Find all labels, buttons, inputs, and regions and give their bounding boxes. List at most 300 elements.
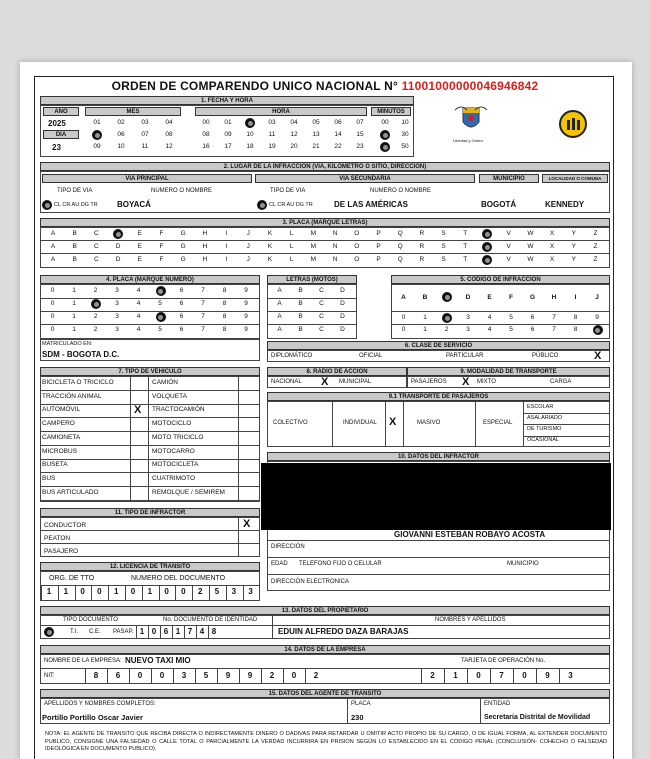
vehicle-type-right: MOTOCICLETA: [152, 461, 199, 469]
tipo-via-2-label: TIPO DE VIA: [270, 188, 306, 194]
plate-number-cell: 6: [179, 326, 184, 333]
plate-number-mark-icon: [156, 286, 166, 296]
s91-header: 9.1 TRANSPORTE DE PASAJEROS: [267, 392, 610, 401]
plate-number-cell: 9: [244, 313, 248, 320]
owner-doc-digit: 6: [163, 627, 169, 636]
cc-mark-icon: [44, 627, 54, 637]
plate-number-cell: 6: [179, 287, 184, 294]
plate-letter-cell: C: [94, 243, 99, 250]
plate-letter-cell: Y: [571, 230, 576, 237]
minute-mark-icon: [380, 130, 390, 140]
asalariado-option: ASALARIADO: [527, 415, 563, 421]
plate-letter-cell: S: [441, 230, 446, 237]
nit-digit: 0: [137, 671, 143, 680]
year-value: 2025: [48, 119, 66, 128]
plate-letter-cell: W: [527, 243, 534, 250]
plate-number-cell: 0: [50, 287, 55, 294]
moto-letter-cell: B: [298, 287, 303, 294]
plate-number-cell: 3: [115, 326, 119, 333]
numero-documento-label: NUMERO DEL DOCUMENTO: [131, 575, 226, 582]
hora-label: HORA: [195, 107, 367, 116]
minutos-label: MINUTOS: [371, 107, 411, 116]
localidad-label: LOCALIDAD O COMUNA: [542, 174, 608, 183]
plate-number-cell: 9: [244, 300, 248, 307]
plate-number-cell: 3: [115, 287, 119, 294]
municipio-label: MUNICIPIO: [479, 174, 539, 183]
code-letter-cell: G: [529, 294, 536, 301]
plate-number-cell: 8: [222, 287, 227, 294]
plate-letter-cell: B: [72, 256, 77, 263]
plate-letter-cell: O: [354, 256, 360, 263]
license-digit: 0: [97, 587, 102, 596]
plate-letter-cell: Q: [397, 230, 403, 237]
code-number-cell: 0: [401, 326, 406, 333]
redacted-block: [261, 463, 611, 530]
individual-option: INDIVIDUAL: [343, 420, 377, 426]
plate-letter-cell: B: [72, 230, 77, 237]
plate-letter-cell: Y: [571, 243, 576, 250]
plate-letter-cell: Z: [593, 243, 598, 250]
hour-cell: 07: [356, 119, 364, 126]
tarjeta-digit: 9: [545, 671, 550, 680]
code-number-cell: 0: [401, 314, 406, 321]
ti-option: T.I.: [70, 629, 79, 635]
plate-letter-cell: R: [419, 230, 425, 237]
moto-letter-cell: B: [298, 300, 303, 307]
hour-cell: 00: [202, 119, 210, 126]
code-number-cell: 1: [423, 314, 427, 321]
hour-cell: 10: [246, 131, 254, 138]
hour-cell: 16: [202, 143, 210, 150]
plate-letter-cell: I: [225, 243, 228, 250]
nit-digit: 0: [291, 671, 297, 680]
moto-letter-cell: C: [319, 287, 324, 294]
moto-letter-cell: A: [277, 313, 282, 320]
plate-number-cell: 7: [201, 287, 205, 294]
plate-number-cell: 6: [179, 313, 184, 320]
vehicle-type-left: CAMIONETA: [42, 433, 81, 441]
entidad-value: Secretaria Distrital de Movilidad: [484, 714, 591, 721]
plate-letter-cell: C: [94, 256, 99, 263]
mes-label: MES: [85, 107, 181, 116]
empresa-label: NOMBRE DE LA EMPRESA:: [44, 658, 122, 664]
municipal-option: MUNICIPAL: [339, 379, 372, 385]
moto-letter-cell: B: [298, 313, 303, 320]
plate-letter-cell: L: [289, 243, 294, 250]
hour-mark-icon: [245, 118, 255, 128]
code-number-cell: 8: [573, 326, 578, 333]
vehicle-type-right: CUATRIMOTO: [152, 474, 196, 482]
month-cell: 12: [165, 143, 173, 150]
plate-letter-cell: N: [332, 256, 338, 263]
plate-letter-cell: A: [50, 230, 56, 237]
conductor-option: CONDUCTOR: [44, 522, 87, 529]
via-principal-label: VIA PRINCIPAL: [42, 174, 252, 183]
s4-header: 4. PLACA (MARQUE NUMERO): [40, 275, 260, 284]
municipio-value: BOGOTÁ: [481, 200, 517, 209]
placa-label: PLACA: [351, 701, 371, 707]
minute-cell: 50: [401, 143, 409, 150]
hour-cell: 14: [334, 131, 342, 138]
plate-letter-cell: A: [50, 256, 56, 263]
moto-letter-cell: A: [277, 326, 282, 333]
s12-header: 12. LICENCIA DE TRANSITO: [40, 562, 260, 571]
individual-mark: X: [389, 416, 397, 428]
plate-letter-cell: V: [506, 243, 511, 250]
plate-letter-cell: N: [332, 230, 338, 237]
license-digit: 5: [214, 587, 220, 596]
hour-cell: 03: [268, 119, 276, 126]
s6-header: 6. CLASE DE SERVICIO: [267, 341, 610, 350]
vehicle-type-right: TRACTOCAMIÓN: [152, 406, 205, 414]
plate-letter-cell: V: [506, 230, 511, 237]
license-digit: 1: [63, 587, 69, 596]
plate-letter-cell: E: [137, 230, 142, 237]
plate-letter-cell: O: [354, 243, 360, 250]
plate-letter-cell: H: [202, 256, 208, 263]
code-number-cell: 6: [530, 326, 535, 333]
nacional-option: NACIONAL: [271, 379, 302, 385]
vehicle-type-left: BICICLETA O TRICICLO: [42, 379, 114, 386]
minute-cell: 30: [401, 131, 409, 138]
vehicle-type-right: CAMIÓN: [152, 379, 178, 386]
plate-letter-cell: E: [137, 243, 142, 250]
conductor-mark: X: [243, 518, 251, 530]
shield-caption: Libertad y Orden: [453, 138, 483, 143]
plate-number-cell: 7: [201, 326, 205, 333]
plate-letter-cell: I: [225, 230, 228, 237]
plate-letter-cell: K: [267, 230, 273, 237]
plate-letter-cell: G: [180, 243, 186, 250]
vehicle-type-right: MOTOCARRO: [152, 447, 195, 455]
mixto-option: MIXTO: [477, 379, 496, 385]
code-number-cell: 3: [466, 314, 470, 321]
plate-letter-cell: Q: [397, 256, 403, 263]
code-number-cell: 7: [552, 314, 556, 321]
publico-option: PÚBLICO: [532, 353, 559, 359]
plate-number-cell: 1: [72, 313, 76, 320]
hour-cell: 11: [268, 131, 276, 138]
plate-letter-cell: T: [463, 256, 468, 263]
via-secundaria-label: VIA SECUNDARIA: [255, 174, 475, 183]
plate-number-cell: 4: [136, 287, 141, 294]
moto-letter-cell: D: [340, 313, 345, 320]
matricula-label: MATRICULADO EN:: [42, 341, 93, 347]
plate-number-cell: 0: [50, 326, 55, 333]
telefono-label: TELEFONO FIJO O CELULAR: [299, 561, 382, 567]
plate-letter-cell: B: [72, 243, 77, 250]
plate-letter-cell: O: [354, 230, 360, 237]
license-digit: 1: [147, 587, 153, 596]
paper-sheet: [20, 62, 632, 759]
plate-letter-cell: V: [506, 256, 511, 263]
dia-label: DIA: [43, 130, 79, 139]
localidad-value: KENNEDY: [545, 200, 585, 209]
agente-label: APELLIDOS Y NOMBRES COMPLETOS:: [44, 701, 156, 707]
plate-letter-cell: J: [246, 243, 250, 250]
s7-header: 7. TIPO DE VEHICULO: [40, 367, 260, 376]
plate-letter-cell: X: [549, 256, 555, 263]
month-cell: 07: [141, 131, 149, 138]
code-letter-cell: B: [422, 294, 428, 301]
plate-letter-cell: F: [159, 243, 164, 250]
hour-cell: 15: [356, 131, 364, 138]
plate-letter-cell: J: [246, 230, 250, 237]
plate-letter-cell: W: [527, 230, 534, 237]
license-digit: 0: [164, 587, 169, 596]
plate-number-cell: 7: [201, 300, 205, 307]
automovil-mark: X: [134, 404, 142, 416]
no-documento-label: No. DOCUMENTO DE IDENTIDAD: [163, 617, 258, 623]
s5-header: 5. CODIGO DE INFRACCION: [391, 275, 610, 284]
ce-option: C.E.: [89, 629, 101, 635]
plate-letter-cell: I: [225, 256, 228, 263]
letras-header: LETRAS (MOTOS): [267, 275, 357, 284]
tipo-via-1-label: TIPO DE VIA: [57, 188, 93, 194]
plate-number-cell: 7: [201, 313, 205, 320]
plate-number-cell: 9: [244, 287, 248, 294]
via2-types: CL CR AU DG TR: [269, 202, 313, 208]
code-number-cell: 4: [487, 326, 492, 333]
numero-nombre-1-label: NUMERO O NOMBRE: [151, 188, 213, 194]
plate-letter-cell: X: [549, 243, 555, 250]
code-letter-cell: H: [551, 294, 557, 301]
tarjeta-digit: 0: [476, 671, 481, 680]
pasajeros-option: PASAJEROS: [411, 379, 447, 385]
carga-option: CARGA: [550, 379, 572, 385]
plate-number-cell: 1: [72, 287, 76, 294]
plate-number-cell: 3: [115, 300, 119, 307]
legal-note: NOTA: EL AGENTE DE TRANSITO QUE RECIBA DIRECTA O INDIRECTAMENTE DINERO O DADIVAS PARA RETARDAR U OMITIR ACTO PROPIO DE SU CARGO, O DE IGUAL FORMA, AL EXTENDER DOCUMENTO PUBLICO, CONSIGNE UNA FALSEDAD O CALLE TOTAL O PARCIALMENTE LA VERDAD INCURRIRA EN PRISION SEGÚN LO ESTABLECIDO EN EL CODIGO PENAL (CONCLUSIÓN- COHECHO O FALSEDAD IDEOLÓGICA EN DOCUMENTO PUBLICO).: [45, 731, 607, 752]
hour-cell: 17: [224, 143, 232, 150]
hour-cell: 06: [334, 119, 342, 126]
plate-number-cell: 2: [93, 287, 98, 294]
month-cell: 08: [165, 131, 173, 138]
plate-number-cell: 2: [93, 313, 98, 320]
diplomatico-option: DIPLOMÁTICO: [271, 353, 313, 359]
moto-letter-cell: C: [319, 326, 324, 333]
plate-letter-cell: T: [463, 230, 468, 237]
particular-option: PARTICULAR: [446, 353, 484, 359]
moto-letter-cell: B: [298, 326, 303, 333]
moto-letter-cell: D: [340, 300, 345, 307]
plate-number-cell: 0: [50, 313, 55, 320]
nit-digit: 2: [313, 671, 319, 680]
plate-letter-cell: G: [180, 256, 186, 263]
moto-letter-cell: C: [319, 313, 324, 320]
nit-digit: 9: [247, 671, 253, 680]
oficial-option: OFICIAL: [359, 353, 383, 359]
plate-letter-cell: R: [419, 256, 425, 263]
license-digit: 0: [130, 587, 136, 596]
nit-label: NIT:: [44, 673, 55, 679]
vehicle-type-left: MICROBUS: [42, 447, 78, 455]
empresa-value: NUEVO TAXI MIO: [125, 656, 191, 665]
plate-letter-cell: D: [115, 243, 121, 250]
plate-letter-cell: P: [376, 230, 381, 237]
plate-letter-cell: H: [202, 230, 208, 237]
plate-number-cell: 6: [179, 300, 184, 307]
plate-letter-cell: K: [267, 256, 273, 263]
entidad-label: ENTIDAD: [484, 701, 511, 707]
numero-nombre-2-label: NUMERO O NOMBRE: [370, 188, 432, 194]
plate-number-cell: 4: [136, 326, 141, 333]
peaton-option: PEATON: [44, 535, 71, 542]
s1-header: 1. FECHA Y HORA: [40, 96, 414, 105]
moto-letter-cell: C: [319, 300, 324, 307]
license-digit: 0: [80, 587, 85, 596]
s14-header: 14. DATOS DE LA EMPRESA: [40, 645, 610, 654]
masivo-option: MASIVO: [417, 420, 441, 426]
code-number-cell: 3: [466, 326, 470, 333]
code-letter-cell: J: [595, 294, 599, 301]
owner-doc-digit: 1: [175, 627, 181, 636]
plate-letter-mark-icon: [482, 229, 492, 239]
plate-number-cell: 8: [222, 326, 227, 333]
plate-letter-cell: F: [159, 256, 164, 263]
plate-letter-cell: G: [180, 230, 186, 237]
plate-number-mark-icon: [156, 312, 166, 322]
plate-number-cell: 4: [136, 313, 141, 320]
code-number-mark-icon: [442, 313, 452, 323]
s13-header: 13. DATOS DEL PROPIETARIO: [40, 606, 610, 615]
colectivo-option: COLECTIVO: [273, 420, 308, 426]
plate-letter-cell: T: [463, 243, 468, 250]
hour-cell: 22: [334, 143, 342, 150]
license-digit: 1: [46, 587, 52, 596]
ano-label: AÑO: [43, 107, 79, 116]
code-number-mark-icon: [593, 325, 603, 335]
email-label: DIRECCIÓN ELECTRONICA: [271, 579, 350, 585]
plate-letter-cell: K: [267, 243, 273, 250]
vehicle-type-left: TRACCIÓN ANIMAL: [42, 392, 102, 400]
infractor-municipio-label: MUNICIPIO: [507, 561, 539, 567]
license-digit: 0: [181, 587, 186, 596]
owner-doc-digit: 0: [151, 627, 157, 636]
vehicle-type-left: BUS ARTICULADO: [42, 488, 99, 496]
code-number-cell: 4: [487, 314, 492, 321]
comparendo-number: 11001000000046946842: [401, 79, 539, 93]
plate-letter-cell: R: [419, 243, 425, 250]
plate-letter-cell: F: [159, 230, 164, 237]
month-mark-icon: [92, 130, 102, 140]
plate-number-cell: 4: [136, 300, 141, 307]
ocasional-option: OCASIONAL: [527, 437, 560, 443]
plate-number-cell: 0: [50, 300, 55, 307]
hour-cell: 13: [312, 131, 320, 138]
via1-value: BOYACÁ: [117, 200, 151, 209]
owner-doc-digit: 4: [199, 627, 205, 636]
plate-letter-mark-icon: [482, 255, 492, 265]
hour-cell: 21: [312, 143, 320, 150]
code-letter-cell: F: [509, 294, 513, 301]
day-value: 23: [52, 143, 61, 152]
owner-doc-digit: 8: [211, 627, 217, 636]
owner-doc-digit: 1: [139, 627, 145, 636]
hour-cell: 05: [312, 119, 320, 126]
month-cell: 02: [117, 119, 125, 126]
movilidad-logo-icon: [559, 110, 587, 138]
title-text: ORDEN DE COMPARENDO UNICO NACIONAL N°: [111, 79, 399, 93]
code-number-cell: 5: [509, 314, 513, 321]
nit-digit: 8: [93, 671, 99, 680]
s15-header: 15. DATOS DEL AGENTE DE TRANSITO: [40, 689, 610, 698]
s9-header: 9. MODALIDAD DE TRANSPORTE: [407, 367, 610, 376]
vehicle-type-left: BUSETA: [42, 461, 68, 469]
code-number-cell: 2: [444, 326, 449, 333]
tarjeta-digit: 0: [522, 671, 527, 680]
via2-mark-icon: [257, 200, 267, 210]
hour-cell: 08: [202, 131, 210, 138]
plate-letter-cell: Y: [571, 256, 576, 263]
code-number-cell: 9: [595, 314, 599, 321]
code-number-cell: 1: [423, 326, 427, 333]
code-number-cell: 5: [509, 326, 513, 333]
hour-cell: 18: [246, 143, 254, 150]
license-digit: 1: [113, 587, 119, 596]
publico-mark: X: [594, 350, 602, 362]
s3-header: 3. PLACA (MARQUE LETRAS): [40, 218, 610, 227]
hour-cell: 12: [290, 131, 298, 138]
s11-header: 11. TIPO DE INFRACTOR: [40, 508, 260, 517]
infractor-name: GIOVANNI ESTEBAN ROBAYO ACOSTA: [394, 530, 546, 539]
plate-number-cell: 1: [72, 326, 76, 333]
matricula-value: SDM - BOGOTA D.C.: [42, 350, 120, 359]
colombia-shield-icon: [453, 104, 489, 142]
vehicle-type-right: MOTO TRICICLO: [152, 433, 204, 441]
tarjeta-digit: 2: [430, 671, 435, 680]
month-cell: 09: [93, 143, 101, 150]
s10-header: 10. DATOS DEL INFRACTOR: [267, 452, 610, 461]
tarjeta-digit: 3: [568, 671, 573, 680]
form-title: [35, 79, 614, 93]
nit-digit: 6: [115, 671, 121, 680]
hour-cell: 20: [290, 143, 298, 150]
plate-letter-cell: L: [289, 230, 294, 237]
plate-letter-cell: M: [310, 230, 317, 237]
via1-mark-icon: [42, 200, 52, 210]
plate-number-cell: 8: [222, 300, 227, 307]
agente-name: Portillo Portillo Oscar Javier: [42, 713, 143, 722]
plate-letter-cell: N: [332, 243, 338, 250]
plate-letter-cell: Z: [593, 230, 598, 237]
plate-letter-cell: S: [441, 256, 446, 263]
code-number-cell: 8: [573, 314, 578, 321]
month-cell: 03: [141, 119, 149, 126]
edad-label: EDAD: [271, 561, 288, 567]
nit-digit: 2: [269, 671, 275, 680]
plate-number-cell: 8: [222, 313, 227, 320]
license-digit: 3: [231, 587, 237, 596]
plate-letter-cell: P: [376, 243, 381, 250]
moto-letter-cell: D: [340, 326, 345, 333]
plate-number-cell: 1: [72, 300, 76, 307]
propietario-name: EDUIN ALFREDO DAZA BARAJAS: [278, 627, 409, 636]
plate-number-cell: 2: [93, 326, 98, 333]
plate-letter-cell: M: [310, 243, 317, 250]
s2-header: 2. LUGAR DE LA INFRACCION (VIA, KILOMETRO O SITIO, DIRECCION): [40, 162, 610, 171]
placa-value: 230: [351, 713, 364, 722]
hour-cell: 09: [224, 131, 232, 138]
via2-value: DE LAS AMÉRICAS: [334, 200, 408, 209]
code-letter-mark-icon: [442, 292, 452, 302]
moto-letter-cell: D: [340, 287, 345, 294]
plate-number-cell: 5: [158, 300, 162, 307]
vehicle-type-left: CAMPERO: [42, 420, 75, 428]
plate-number-cell: 3: [115, 313, 119, 320]
plate-letter-cell: W: [527, 256, 534, 263]
vehicle-type-right: VOLQUETA: [152, 392, 187, 400]
